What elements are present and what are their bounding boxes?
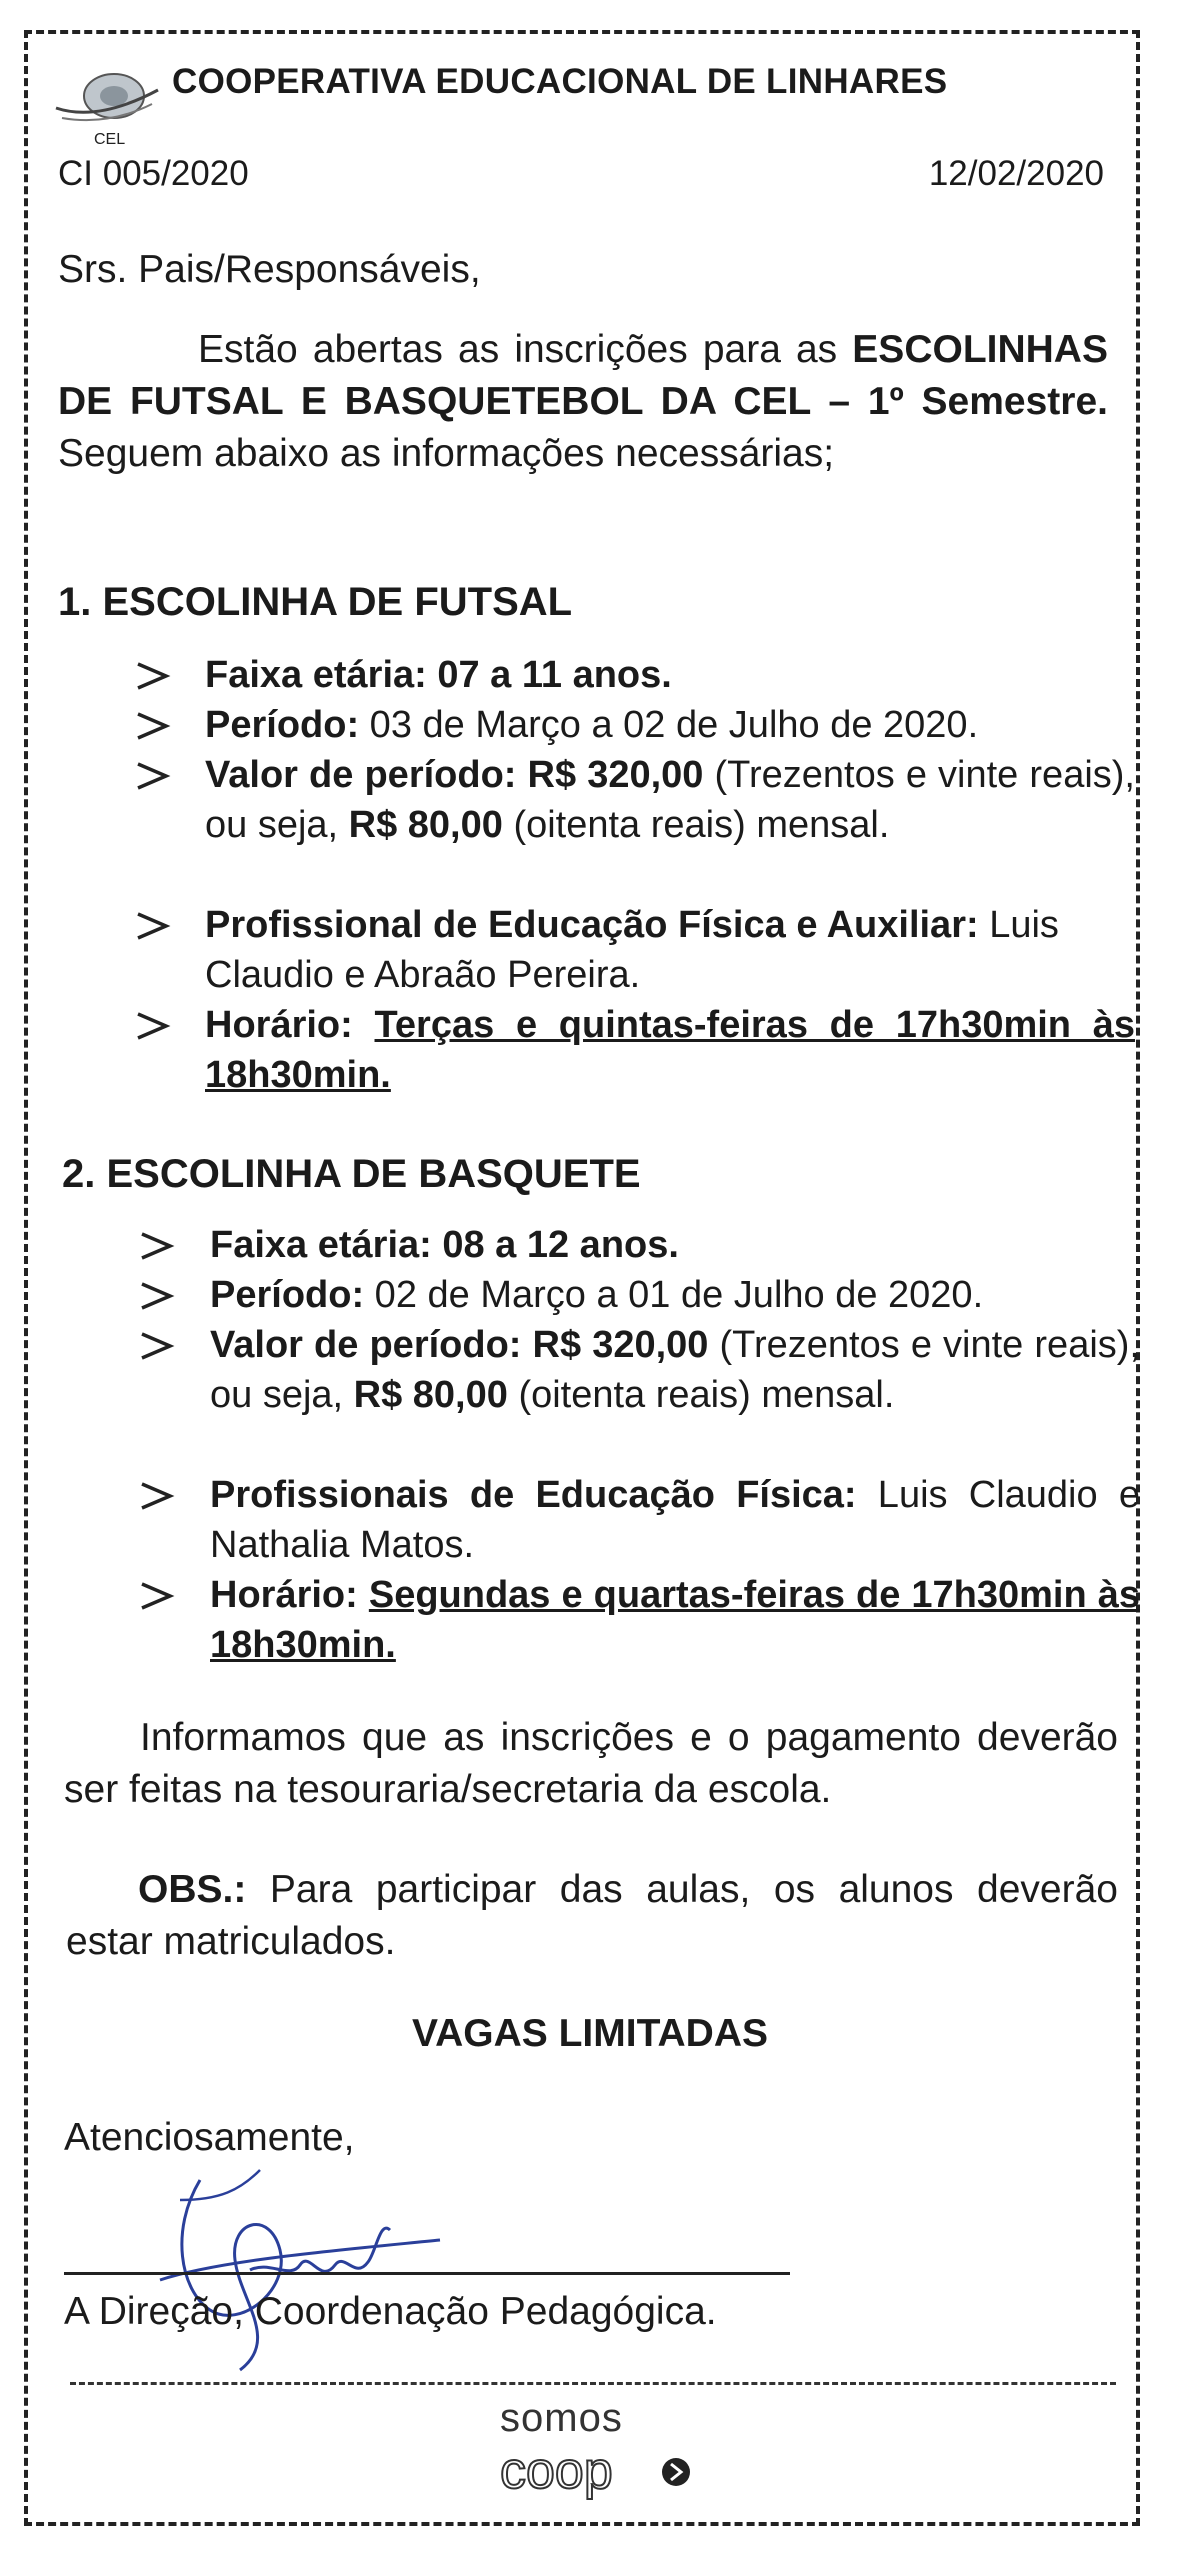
school-title: COOPERATIVA EDUCACIONAL DE LINHARES — [172, 62, 948, 101]
coop-logo-icon — [500, 2440, 700, 2500]
basquete-schedule-value: Segundas e quartas-feiras de 17h30min às 18h30min. — [210, 1574, 1140, 1666]
coop-text: coop — [500, 2442, 613, 2500]
futsal-schedule-value: Terças e quintas-feiras de 17h30min às 18h30min. — [205, 1004, 1135, 1096]
futsal-period-value: 03 de Março a 02 de Julho de 2020. — [359, 704, 979, 746]
footer-divider — [70, 2382, 1116, 2385]
obs-paragraph — [66, 1864, 1118, 1968]
futsal-age-range: Faixa etária: 07 a 11 anos. — [205, 654, 672, 696]
futsal-period — [205, 700, 1135, 750]
closing: Atenciosamente, — [64, 2116, 355, 2159]
basquete-monthly-price: R$ 80,00 — [353, 1374, 508, 1416]
basquete-schedule-label: Horário: — [210, 1574, 358, 1616]
basquete-price-label: Valor de período: R$ 320,00 — [210, 1324, 709, 1366]
intro-lead: Estão abertas as inscrições para as — [198, 328, 853, 371]
futsal-heading: 1. ESCOLINHA DE FUTSAL — [58, 580, 573, 624]
arrow-bullet-icon — [132, 656, 172, 696]
document-date: 12/02/2020 — [928, 154, 1104, 193]
futsal-monthly-price: R$ 80,00 — [348, 804, 503, 846]
basquete-schedule — [210, 1570, 1140, 1670]
signatory: A Direção, Coordenação Pedagógica. — [64, 2290, 717, 2333]
payment-info: Informamos que as inscrições e o pagamento deverão ser feitas na tesouraria/secretaria da escola. — [64, 1716, 1118, 1811]
obs-label: OBS.: — [138, 1868, 247, 1911]
arrow-bullet-icon — [136, 1476, 176, 1516]
arrow-bullet-icon — [136, 1276, 176, 1316]
limited-spots: VAGAS LIMITADAS — [411, 2012, 769, 2055]
cel-logo-icon — [48, 60, 168, 150]
intro-paragraph — [58, 324, 1108, 480]
signature-icon — [140, 2140, 460, 2380]
futsal-schedule-label: Horário: — [205, 1004, 353, 1046]
futsal-schedule — [205, 1000, 1135, 1100]
basquete-staff — [210, 1470, 1140, 1570]
arrow-bullet-icon — [136, 1576, 176, 1616]
somos-text: somos — [500, 2396, 623, 2440]
arrow-bullet-icon — [132, 706, 172, 746]
intro-tail: Seguem abaixo as informações necessárias; — [58, 432, 835, 475]
basquete-price — [210, 1320, 1140, 1420]
basquete-age-range: Faixa etária: 08 a 12 anos. — [210, 1224, 679, 1266]
basquete-period — [210, 1270, 1140, 1320]
arrow-bullet-icon — [132, 906, 172, 946]
basquete-heading: 2. ESCOLINHA DE BASQUETE — [62, 1152, 641, 1196]
basquete-staff-names: Luis Claudio e Nathalia Matos. — [210, 1474, 1140, 1566]
basquete-price-text-1: (Trezentos e vinte reais), ou seja, — [210, 1324, 1140, 1416]
arrow-bullet-icon — [136, 1226, 176, 1266]
arrow-bullet-icon — [132, 1006, 172, 1046]
arrow-bullet-icon — [136, 1326, 176, 1366]
futsal-price-label: Valor de período: R$ 320,00 — [205, 754, 704, 796]
futsal-staff-label: Profissional de Educação Física e Auxiliar: — [205, 904, 979, 946]
basquete-staff-label: Profissionais de Educação Física: — [210, 1474, 857, 1516]
intro-bold: ESCOLINHAS DE FUTSAL E BASQUETEBOL DA CEL – 1º Semestre. — [58, 328, 1108, 423]
greeting: Srs. Pais/Responsáveis, — [58, 248, 481, 291]
signature-line — [64, 2272, 790, 2275]
arrow-bullet-icon — [132, 756, 172, 796]
futsal-staff-names: Luis Claudio e Abraão Pereira. — [205, 904, 1059, 996]
futsal-period-label: Período: — [205, 704, 360, 746]
basquete-period-label: Período: — [210, 1274, 365, 1316]
futsal-staff — [205, 900, 1135, 1000]
basquete-price-text-2: (oitenta reais) mensal. — [507, 1374, 895, 1416]
obs-text: Para participar das aulas, os alunos deverão estar matriculados. — [66, 1868, 1118, 1963]
futsal-price-text-2: (oitenta reais) mensal. — [502, 804, 890, 846]
futsal-price — [205, 750, 1135, 850]
futsal-price-text-1: (Trezentos e vinte reais), ou seja, — [205, 754, 1135, 846]
logo-text: CEL — [94, 131, 126, 148]
document-number: CI 005/2020 — [58, 154, 249, 193]
basquete-period-value: 02 de Março a 01 de Julho de 2020. — [364, 1274, 984, 1316]
